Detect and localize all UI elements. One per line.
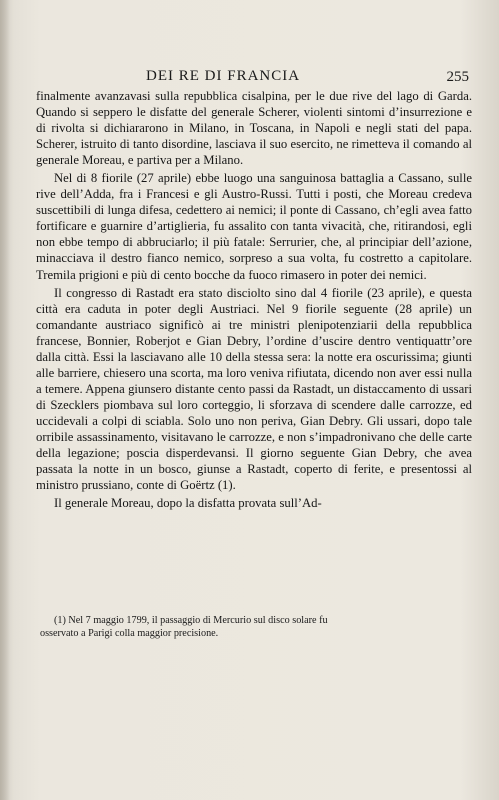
page-header	[36, 68, 469, 90]
paragraph-continuation: finalmente avanzavasi sulla repubblica cisalpina, per le due rive del lago di Garda. Quando si seppero le disfatte del generale Scherer, violenti sintomi d’insurrezione e di rivolta si dichiararono in Milano, in Toscana, in Napoli e negli stati del papa. Scherer, istruito di tanto disordine, lasciava il suo esercito, ne rimetteva il comando al generale Moreau, e partiva per a Milano.	[36, 89, 472, 168]
paragraph-cassano-battle: Nel di 8 fiorile (27 aprile) ebbe luogo una sanguinosa battaglia a Cassano, sulle rive dell’Adda, fra i Francesi e gli Austro-Russi. Tutti i posti, che Moreau credeva suscettibili di lunga difesa, cedettero ai nemici; il ponte di Cassano, ch’egli avea fatto fortificare e guarnire d’artiglieria, fu assalito con tanta vivacità, che, ritirandosi, egli non ebbe tempo di abbruciarlo; il più fatale: Serrurier, che, al principiar dell’azione, minacciava il destro fianco nemico, sorpreso a sua volta, fu costretto a capitolare. Tremila prigioni e più di cento bocche da fuoco rimasero in poter dei nemici.	[36, 171, 472, 282]
running-title: DEI RE DI FRANCIA	[146, 68, 301, 84]
footnote	[40, 614, 478, 640]
binding-shadow	[0, 0, 10, 800]
body-text	[36, 88, 472, 511]
footnote-line-2: osservato a Parigi colla maggior precisione.	[40, 628, 219, 639]
paragraph-rastadt-congress: Il congresso di Rastadt era stato disciolto sino dal 4 fiorile (23 aprile), e questa città era caduta in poter degli Austriaci. Nel 9 fiorile seguente (28 aprile) un comandante austriaco significò ai tre ministri plenipotenziarii della repubblica francese, Bonnier, Roberjot e Gian Debry, l’ordine d’uscire dentro ventiquattr’ore dalla città. Essi la lasciavano alle 10 della stessa sera: la notte era oscurissima; giunti alle barriere, chiesero una scorta, ma loro veniva rifiutata, dicendo non aver essi nulla a temere. Appena giunsero distante cento passi da Rastadt, un distaccamento di ussari di Szecklers piombava sul loro corteggio, li sforzava di scendere dalle carrozze, ed uccidevali a colpi di sciabla. Solo uno non periva, Gian Debry. Gli ussari, dopo tale orribile assassinamento, visitavano le carrozze, e non s’impadronivano che delle carte della legazione; poscia disperdevansi. Il giorno seguente Gian Debry, che avea passata la notte in un bosco, giunse a Rastadt, coperto di ferite, e presentossi al ministro prussiano, conte di Goërtz (1).	[36, 285, 472, 493]
paragraph-moreau: Il generale Moreau, dopo la disfatta provata sull’Ad-	[54, 496, 322, 511]
footnote-line-1: (1) Nel 7 maggio 1799, il passaggio di Mercurio sul disco solare fu	[54, 615, 328, 626]
page-number: 255	[446, 69, 469, 85]
